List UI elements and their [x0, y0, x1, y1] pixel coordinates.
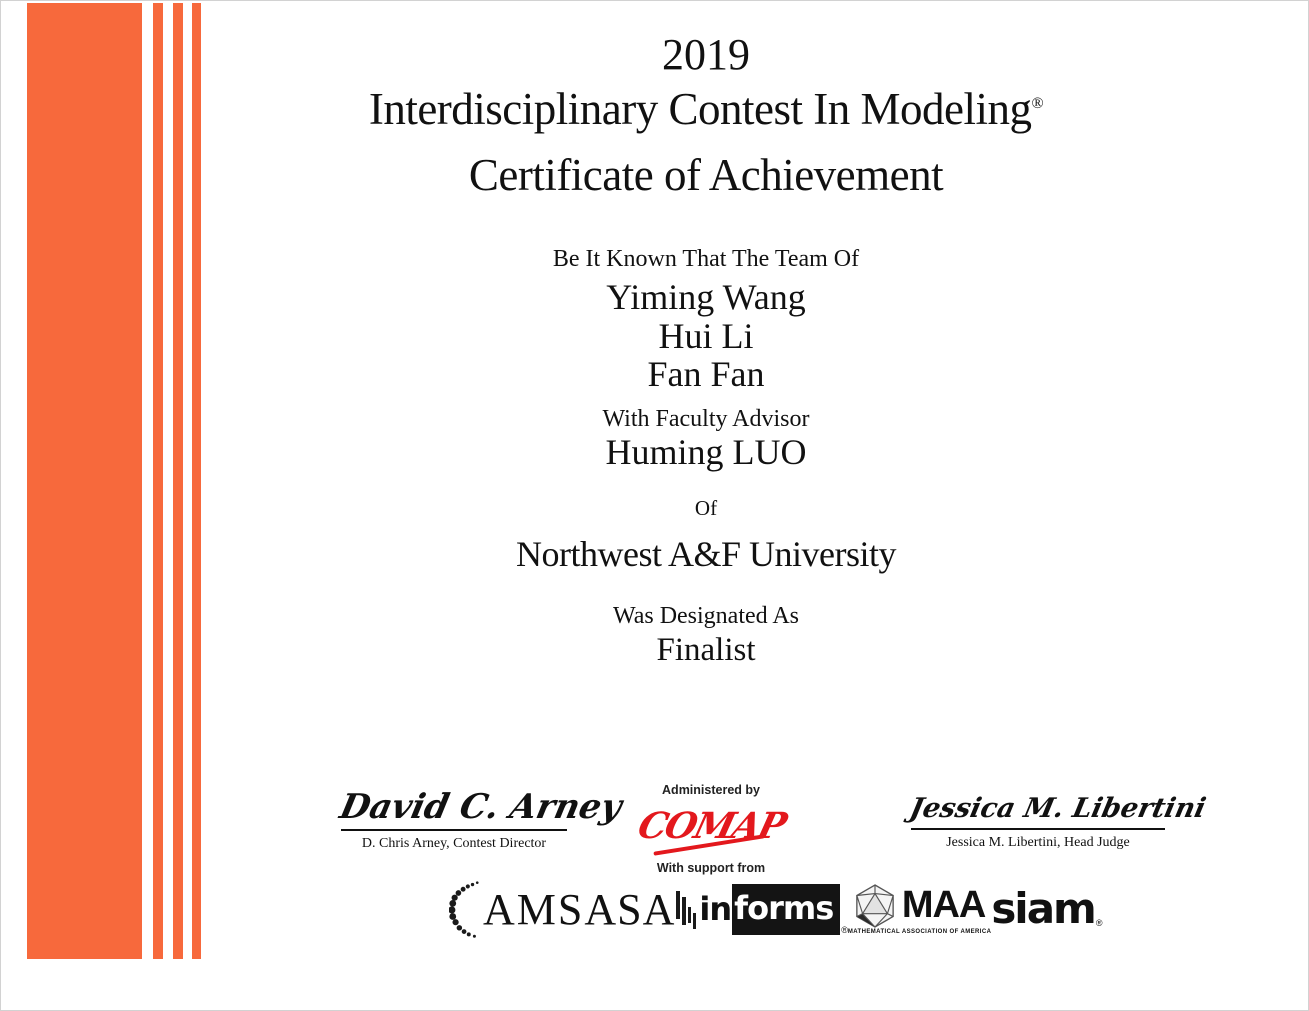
registered-trademark-mark: ®: [841, 924, 848, 935]
team-intro-text: Be It Known That The Team Of: [552, 246, 860, 272]
contest-director-label: D. Chris Arney, Contest Director: [361, 836, 547, 851]
maa-logo-subtext: MATHEMATICAL ASSOCIATION OF AMERICA: [847, 928, 992, 935]
certificate-title-text: Interdisciplinary Contest In Modeling: [368, 84, 1032, 134]
maa-logo: [848, 884, 991, 935]
team-member-name: Hui Li: [658, 316, 754, 356]
team-member-name: Fan Fan: [647, 354, 765, 394]
administration-block: [629, 783, 793, 875]
certificate-title: [201, 85, 1211, 135]
ams-logo-text: AMS: [483, 884, 585, 934]
maa-logo-row: [854, 884, 986, 928]
asa-bars-icon: [675, 883, 699, 935]
head-judge-label: Jessica M. Libertini, Head Judge: [946, 835, 1130, 850]
institution-name: Northwest A&F University: [516, 534, 896, 574]
team-member-name: Yiming Wang: [606, 277, 806, 317]
informs-logo: [699, 884, 847, 935]
administered-by-label: Administered by: [662, 783, 760, 797]
registered-trademark-mark: ®: [1031, 95, 1044, 112]
designation-label: Was Designated As: [612, 603, 800, 629]
sponsor-logos-row: [449, 877, 1103, 941]
signature-rule: [911, 828, 1165, 830]
advisor-label: With Faculty Advisor: [602, 406, 810, 432]
ams-dots-icon: [449, 878, 481, 940]
asa-logo: [584, 883, 699, 935]
certificate-subtitle: Certificate of Achievement: [468, 150, 944, 200]
contest-director-signature-block: [336, 781, 626, 852]
head-judge-signature-block: [907, 783, 1209, 851]
signature-rule: [341, 829, 567, 831]
maa-logo-text: MAA: [901, 884, 986, 926]
registered-trademark-mark: ®: [1095, 917, 1103, 928]
asa-logo-text: ASA: [584, 884, 676, 934]
comap-logo: [629, 801, 793, 859]
contest-director-signature: David C. Arney: [336, 787, 626, 827]
advisor-name: Huming LUO: [605, 432, 807, 472]
informs-logo-prefix: in: [699, 890, 732, 928]
support-from-label: With support from: [656, 861, 766, 875]
comap-logo-text: COMAP: [633, 805, 789, 847]
maa-icosahedron-icon: [854, 884, 896, 928]
siam-logo: [991, 884, 1103, 934]
head-judge-signature: Jessica M. Libertini: [907, 793, 1209, 824]
orange-thin-stripe: [192, 3, 201, 959]
certificate-year: 2019: [662, 30, 750, 79]
siam-logo-text: siam: [991, 884, 1095, 934]
designation-value: Finalist: [656, 632, 756, 668]
orange-thin-stripe: [153, 3, 163, 959]
orange-wide-bar: [27, 3, 142, 959]
ams-logo: [449, 878, 584, 940]
informs-logo-box: forms: [732, 884, 840, 935]
orange-thin-stripe: [173, 3, 183, 959]
of-label: Of: [694, 496, 718, 520]
